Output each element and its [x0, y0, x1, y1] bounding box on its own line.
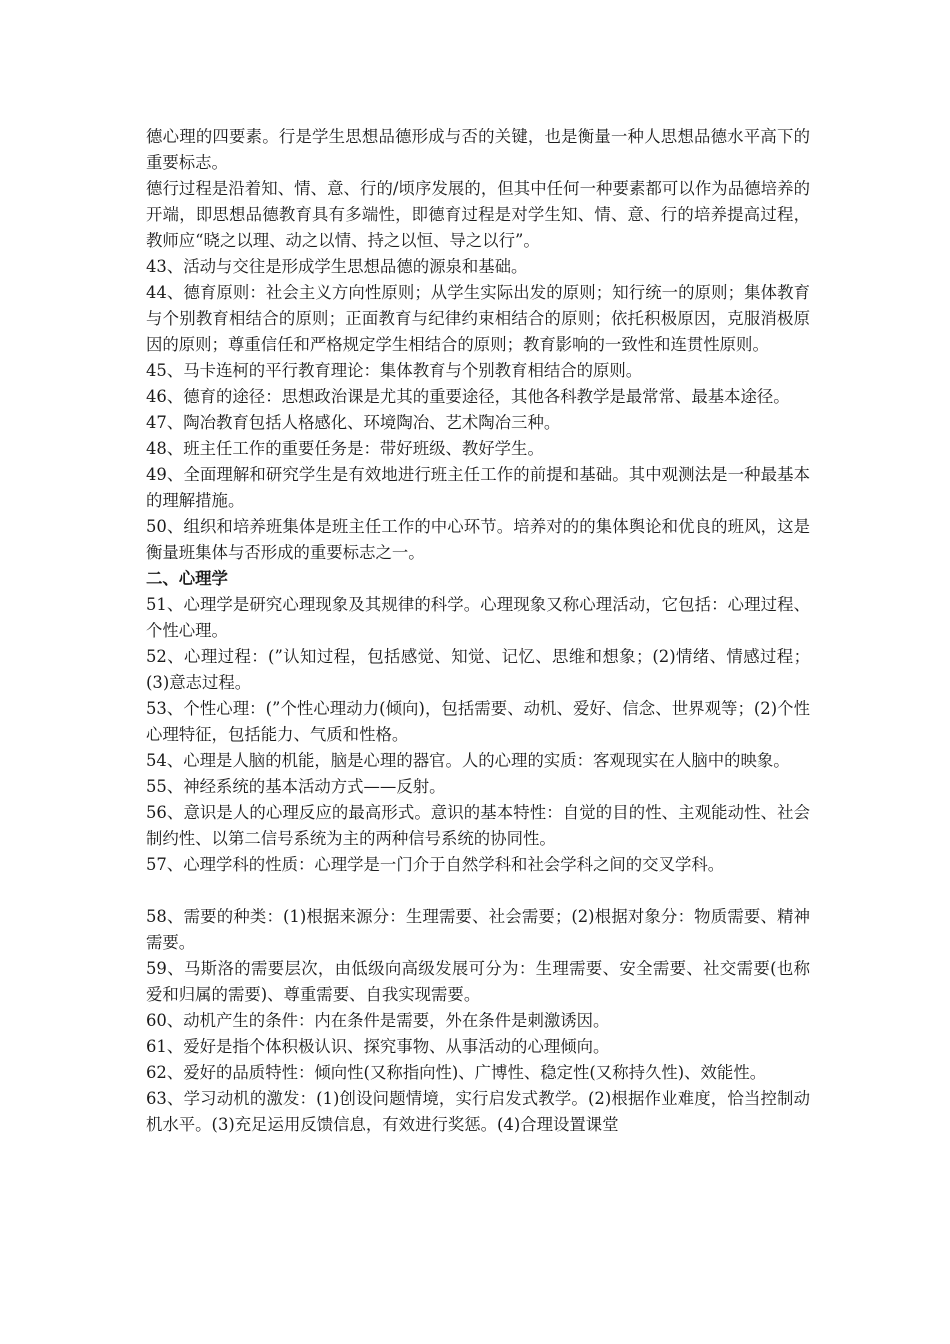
paragraph-46: 46、德育的途径：思想政治课是尤其的重要途径，其他各科教学是最常常、最基本途径。 [146, 387, 790, 406]
paragraph-50: 50、组织和培养班集体是班主任工作的中心环节。培养对的的集体舆论和优良的班风，这是衡量班集体与否形成的重要标志之一。 [146, 517, 810, 562]
paragraph-44: 44、德育原则：社会主义方向性原则；从学生实际出发的原则；知行统一的原则；集体教育与个别教育相结合的原则；正面教育与纪律约束相结合的原则；依托积极原因，克服消极原因的原则；尊重信任和严格规定学生相结合的原则；教育影响的一致性和连贯性原则。 [146, 283, 810, 354]
paragraph-63: 63、学习动机的激发：(1)创设问题情境，实行启发式教学。(2)根据作业难度，恰当控制动机水平。(3)充足运用反馈信息，有效进行奖惩。(4)合理设置课堂 [146, 1089, 810, 1134]
paragraph-48: 48、班主任工作的重要任务是：带好班级、教好学生。 [146, 439, 544, 458]
paragraph-62: 62、爱好的品质特性：倾向性(又称指向性)、广博性、稳定性(又称持久性)、效能性。 [146, 1063, 767, 1082]
paragraph-52: 52、心理过程：(”认知过程，包括感觉、知觉、记忆、思维和想象；(2)情绪、情感过程；(3)意志过程。 [146, 647, 810, 692]
paragraph-55: 55、神经系统的基本活动方式——反射。 [146, 777, 446, 796]
paragraph-58: 58、需要的种类：(1)根据来源分：生理需要、社会需要；(2)根据对象分：物质需要、精神需要。 [146, 907, 810, 952]
paragraph-54: 54、心理是人脑的机能，脑是心理的器官。人的心理的实质：客观现实在人脑中的映象。 [146, 751, 790, 770]
paragraph-60: 60、动机产生的条件：内在条件是需要，外在条件是刺激诱因。 [146, 1011, 610, 1030]
paragraph-56: 56、意识是人的心理反应的最高形式。意识的基本特性：自觉的目的性、主观能动性、社会制约性、以第二信号系统为主的两种信号系统的协同性。 [146, 803, 810, 848]
paragraph-47: 47、陶冶教育包括人格感化、环境陶冶、艺术陶冶三种。 [146, 413, 561, 432]
paragraph-59: 59、马斯洛的需要层次，由低级向高级发展可分为：生理需要、安全需要、社交需要(也称爱和归属的需要)、尊重需要、自我实现需要。 [146, 959, 810, 1004]
paragraph-moral-process: 德行过程是沿着知、情、意、行的/顷序发展的，但其中任何一种要素都可以作为品德培养的开端，即思想品德教育具有多端性，即德育过程是对学生知、情、意、行的培养提高过程，教师应“晓之以理、动之以情、持之以恒、导之以行”。 [146, 179, 810, 250]
document-body [146, 124, 810, 1138]
paragraph-51: 51、心理学是研究心理现象及其规律的科学。心理现象又称心理活动，它包括：心理过程、个性心理。 [146, 595, 810, 640]
paragraph-61: 61、爱好是指个体积极认识、探究事物、从事活动的心理倾向。 [146, 1037, 610, 1056]
section-heading: 二、心理学 [146, 569, 228, 588]
paragraph-53: 53、个性心理：(”个性心理动力(倾向)，包括需要、动机、爱好、信念、世界观等；(2)个性心理特征，包括能力、气质和性格。 [146, 699, 810, 744]
paragraph-49: 49、全面理解和研究学生是有效地进行班主任工作的前提和基础。其中观测法是一种最基本的理解措施。 [146, 465, 810, 510]
paragraph-moral-elements: 德心理的四要素。行是学生思想品德形成与否的关键，也是衡量一种人思想品德水平高下的重要标志。 [146, 127, 810, 172]
paragraph-43: 43、活动与交往是形成学生思想品德的源泉和基础。 [146, 257, 528, 276]
paragraph-45: 45、马卡连柯的平行教育理论：集体教育与个别教育相结合的原则。 [146, 361, 643, 380]
blank-line [146, 878, 810, 904]
paragraph-57: 57、心理学科的性质：心理学是一门介于自然学科和社会学科之间的交叉学科。 [146, 855, 725, 874]
